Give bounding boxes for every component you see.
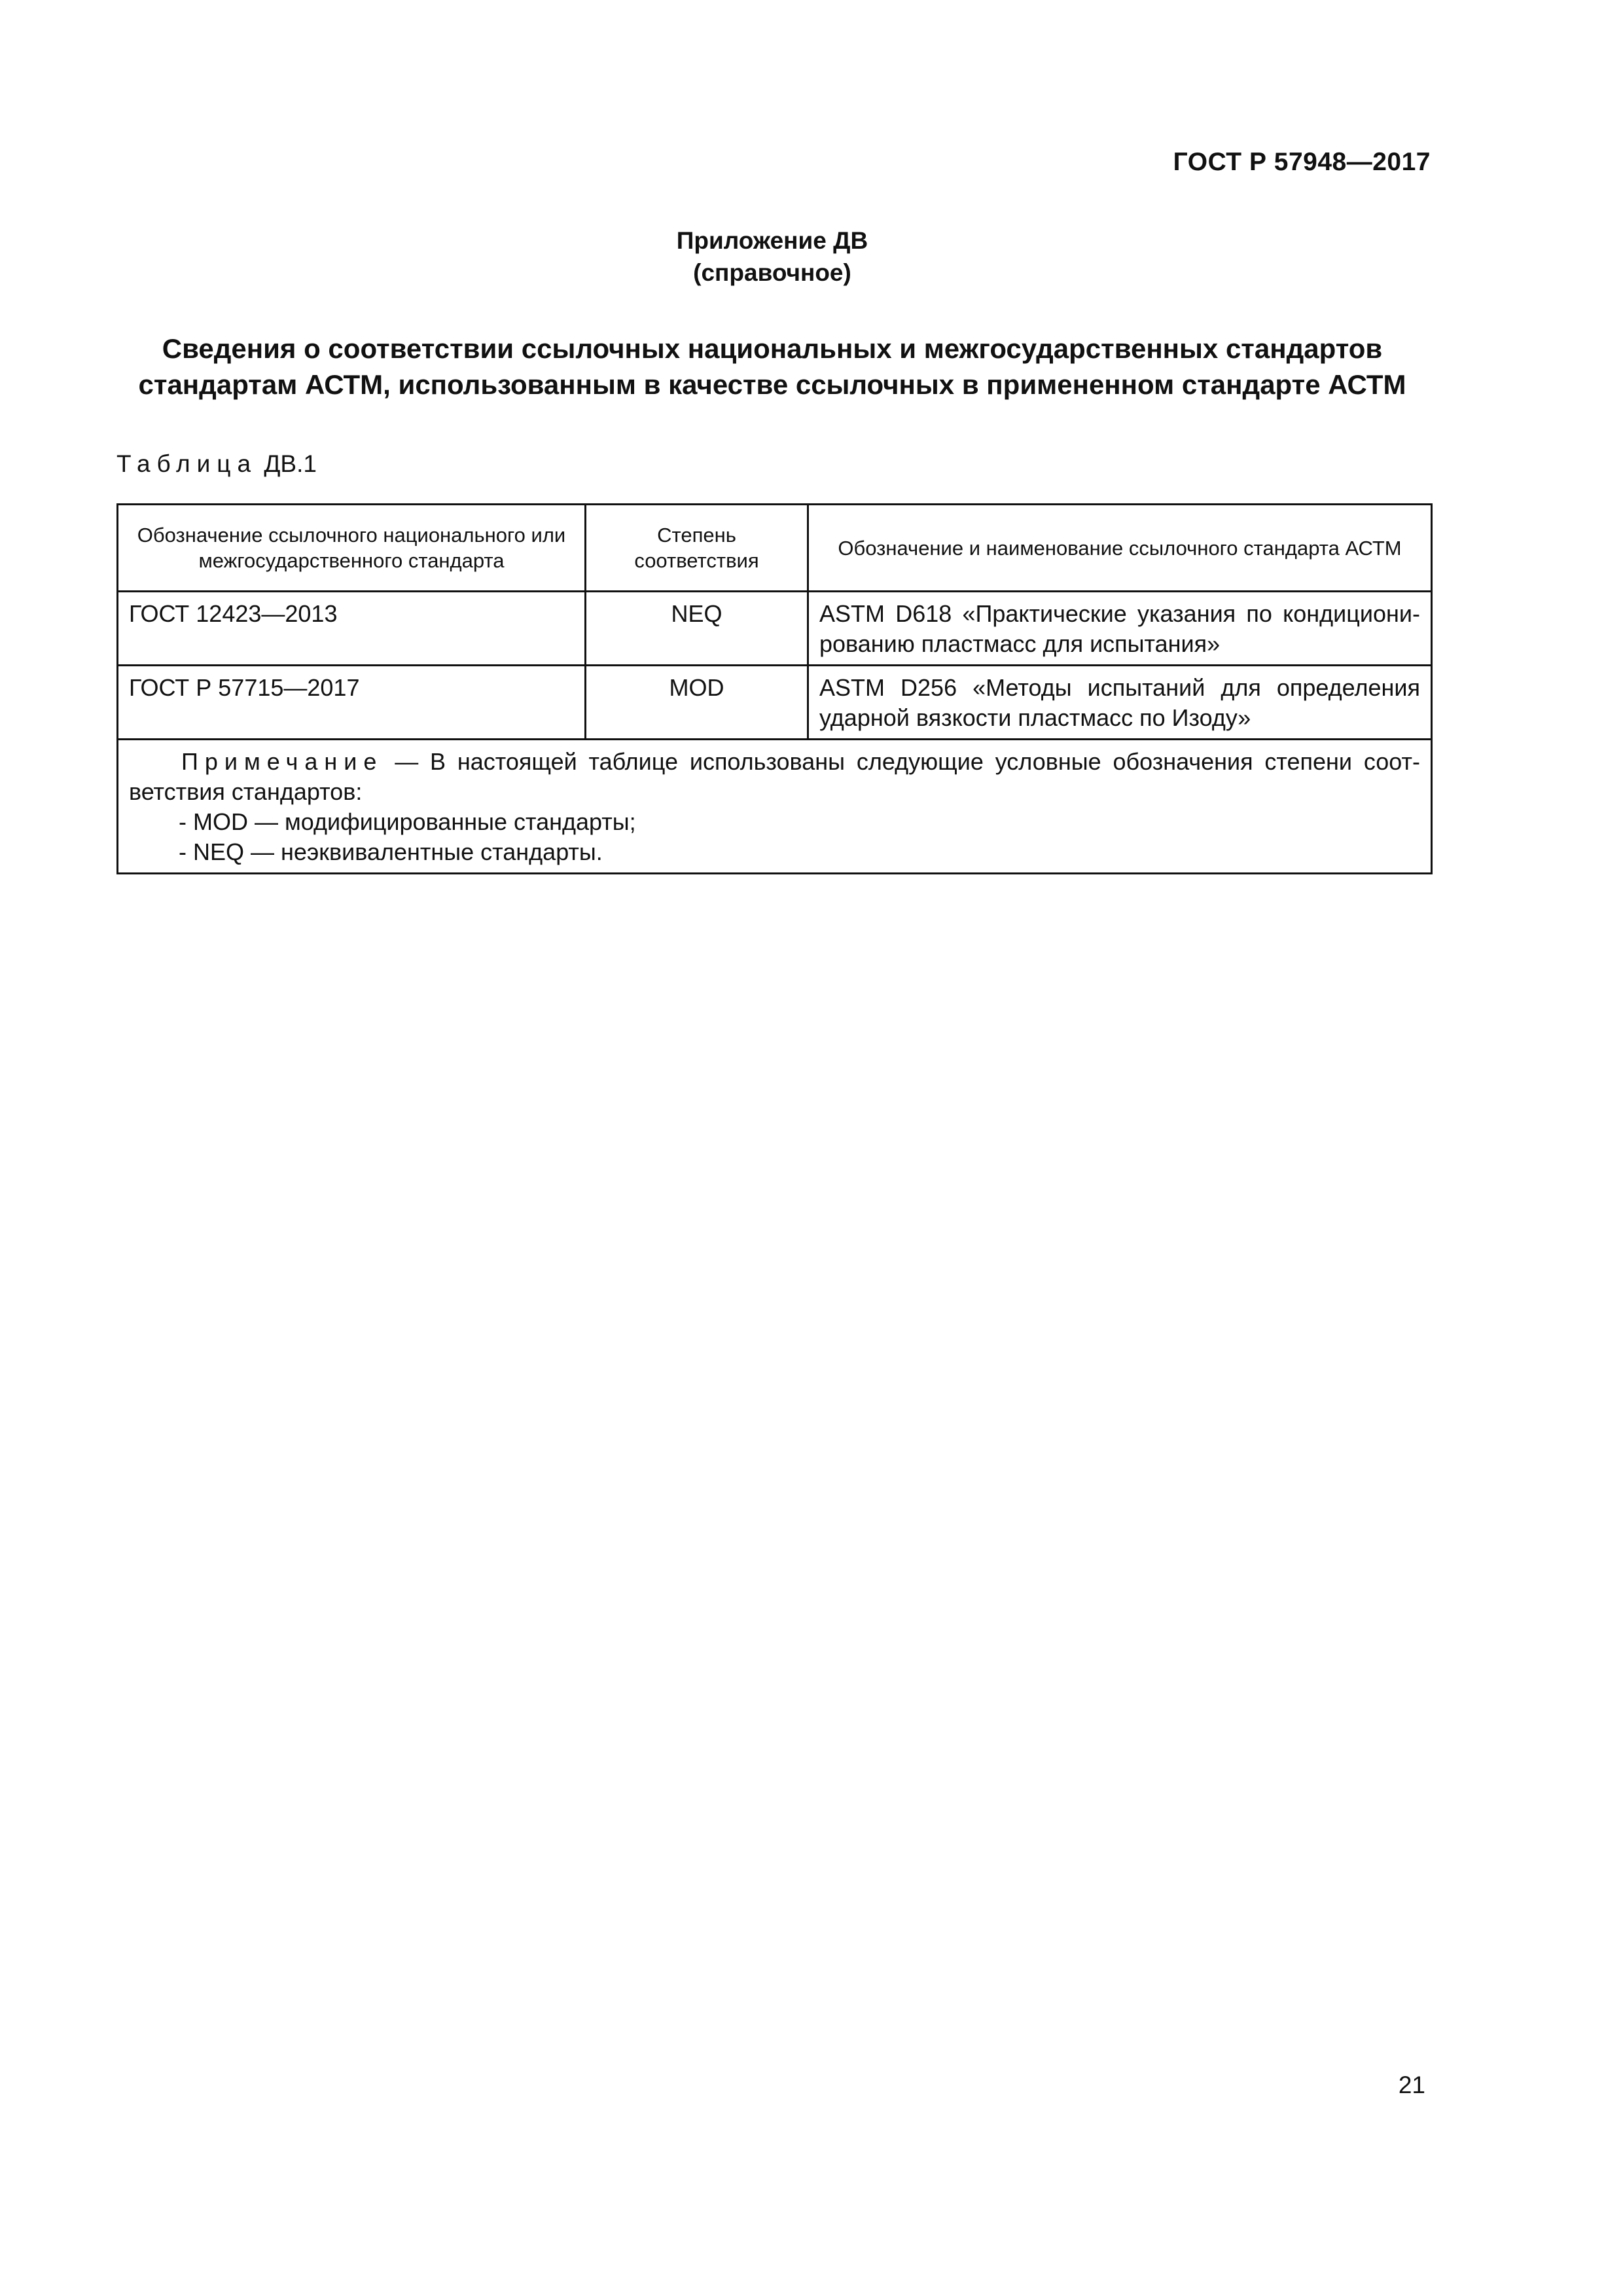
appendix-heading <box>0 224 1544 289</box>
note-text <box>129 747 1420 807</box>
table-header-row <box>118 505 1432 592</box>
note-body: — В настоящей таблице использованы следующие условные обозначения степени соот-ветствия стандартов: <box>129 748 1420 805</box>
appendix-title: Приложение ДВ <box>676 227 868 254</box>
standard-number-header: ГОСТ Р 57948—2017 <box>1173 148 1431 176</box>
appendix-subtitle: (справочное) <box>693 259 851 286</box>
note-item-mod: - MOD — модифицированные стандарты; <box>179 808 636 835</box>
note-item-neq: - NEQ — неэквивалентные стандарты. <box>179 838 603 865</box>
cell-degree: MOD <box>586 666 808 740</box>
column-header-degree: Степень соответствия <box>586 505 808 592</box>
table-caption-label: Таблица <box>116 450 258 477</box>
cell-national-standard: ГОСТ Р 57715—2017 <box>118 666 586 740</box>
column-header-national-standard: Обозначение ссылочного национального или межгосударственного стандарта <box>118 505 586 592</box>
cell-astm-standard: ASTM D618 «Практические указания по кондициони-рованию пластмасс для испытания» <box>808 592 1432 666</box>
table-note <box>118 740 1432 874</box>
document-title <box>98 331 1446 403</box>
note-label: Примечание <box>181 748 383 775</box>
document-title-line-2: стандартам АСТМ, использованным в качестве ссылочных в примененном стандарте АСТМ <box>138 369 1406 400</box>
standards-correspondence-table <box>116 503 1433 874</box>
cell-degree: NEQ <box>586 592 808 666</box>
cell-astm-standard: ASTM D256 «Методы испытаний для определения ударной вязкости пластмасс по Изоду» <box>808 666 1432 740</box>
table-row <box>118 592 1432 666</box>
table-caption <box>116 450 317 478</box>
column-header-astm-standard: Обозначение и наименование ссылочного стандарта АСТМ <box>808 505 1432 592</box>
table-caption-number: ДВ.1 <box>264 450 317 477</box>
page-number: 21 <box>1398 2072 1425 2098</box>
table-row <box>118 666 1432 740</box>
table-note-row <box>118 740 1432 874</box>
document-title-line-1: Сведения о соответствии ссылочных национальных и межгосударственных стандартов <box>162 333 1383 364</box>
cell-national-standard: ГОСТ 12423—2013 <box>118 592 586 666</box>
